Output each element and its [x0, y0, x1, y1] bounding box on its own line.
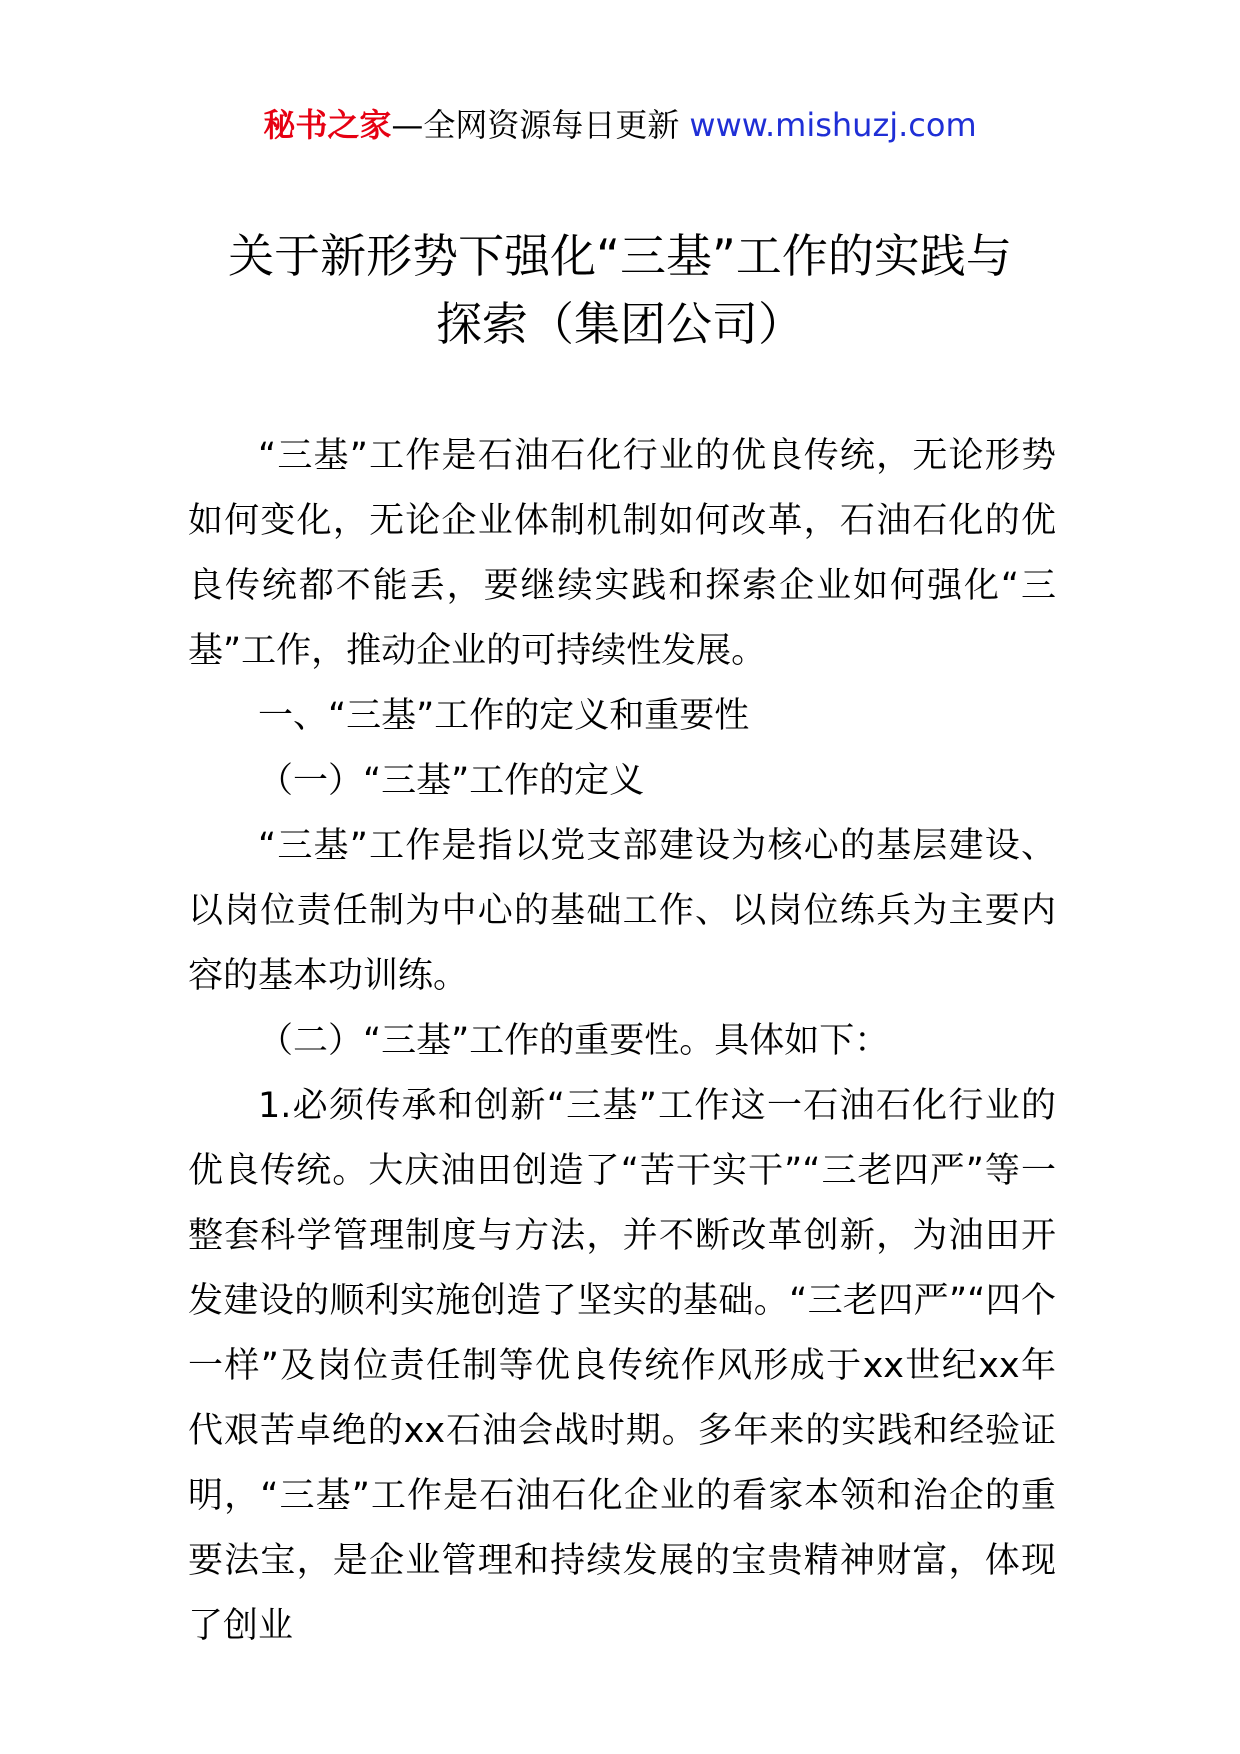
brand-name: 秘书之家: [263, 106, 392, 144]
title-line-1: 关于新形势下强化“三基”工作的实践与: [228, 229, 1012, 283]
subsection-heading-1: （一）“三基”工作的定义: [258, 761, 645, 801]
site-url-link[interactable]: www.mishuzj.com: [689, 106, 977, 144]
subsection-heading-2: （二）“三基”工作的重要性。具体如下：: [258, 1021, 890, 1061]
site-header: [0, 103, 1240, 147]
section-heading-1: 一、“三基”工作的定义和重要性: [258, 696, 750, 736]
paragraph-intro: “三基”工作是石油石化行业的优良传统，无论形势如何变化，无论企业体制机制如何改革，石油石化的优良传统都不能丢，要继续实践和探索企业如何强化“三基”工作，推动企业的可持续性发展。: [188, 436, 1056, 671]
document-body: [188, 424, 1056, 1659]
header-dash: —: [391, 106, 424, 144]
paragraph-definition: “三基”工作是指以党支部建设为核心的基层建设、以岗位责任制为中心的基础工作、以岗位练兵为主要内容的基本功训练。: [188, 826, 1056, 996]
document-title: [150, 222, 1090, 358]
header-tagline: 全网资源每日更新: [423, 106, 680, 144]
title-line-2: 探索（集团公司）: [436, 297, 804, 351]
paragraph-point-1: 1.必须传承和创新“三基”工作这一石油石化行业的优良传统。大庆油田创造了“苦干实干”“三老四严”等一整套科学管理制度与方法，并不断改革创新，为油田开发建设的顺利实施创造了坚实的基础。“三老四严”“四个一样”及岗位责任制等优良传统作风形成于xx世纪xx年代艰苦卓绝的xx石油会战时期。多年来的实践和经验证明，“三基”工作是石油石化企业的看家本领和治企的重要法宝，是企业管理和持续发展的宝贵精神财富，体现了创业: [188, 1086, 1056, 1646]
